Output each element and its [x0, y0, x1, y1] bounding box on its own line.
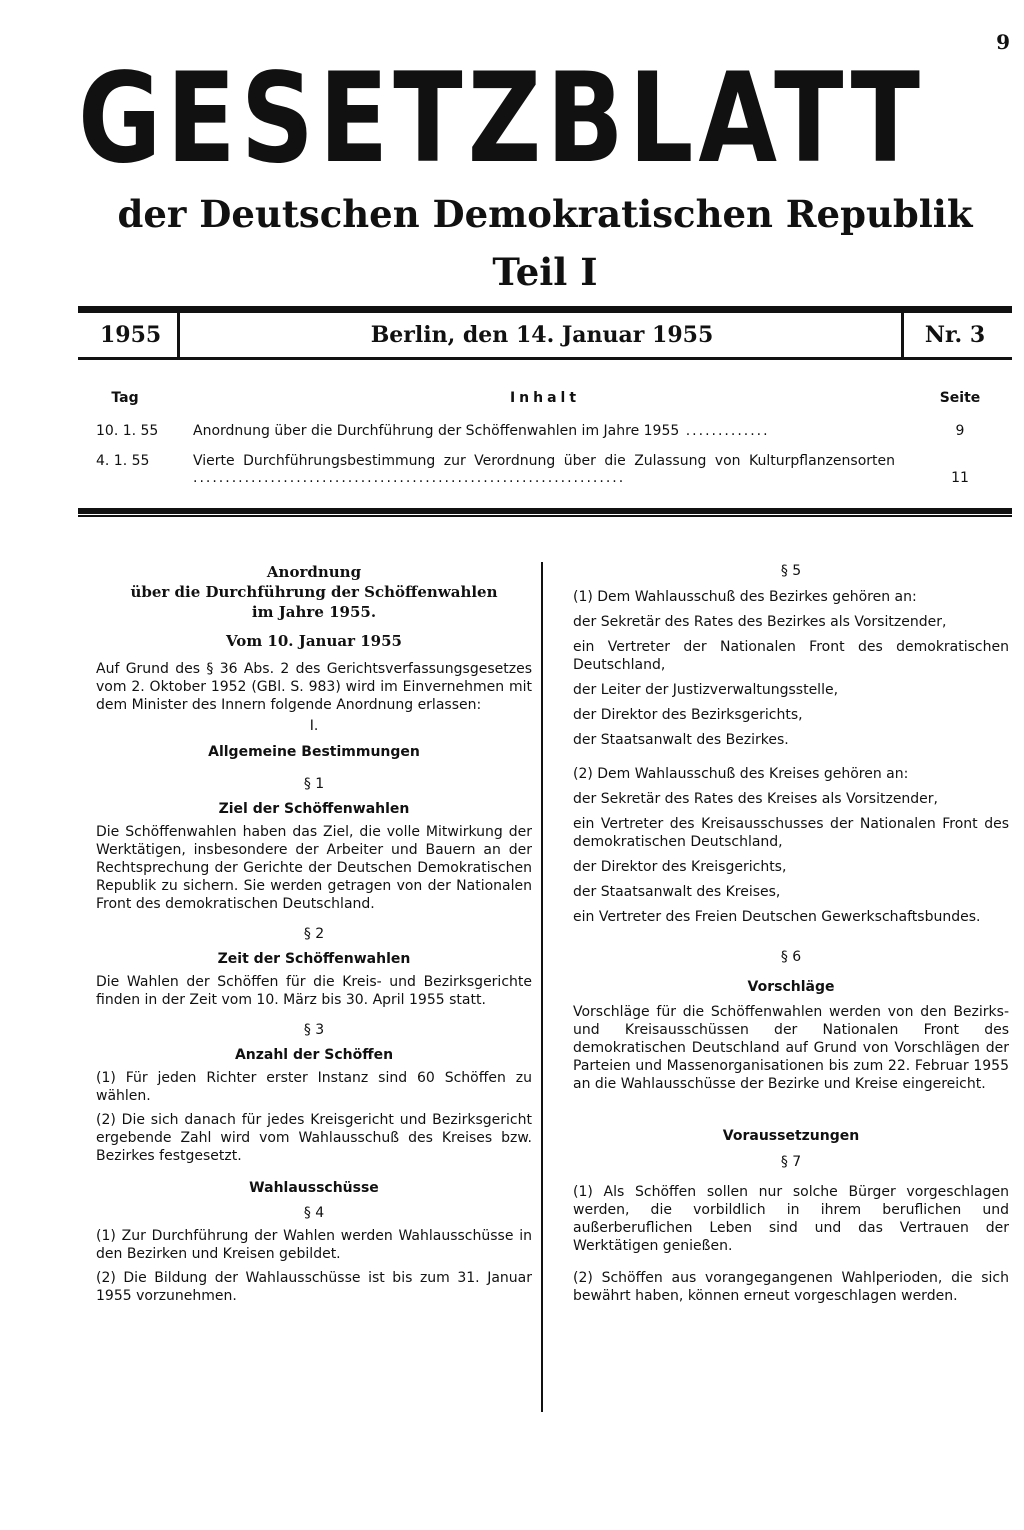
section-text: (2) Dem Wahlausschuß des Kreises gehören an:	[573, 766, 909, 782]
list-item: ein Vertreter der Nationalen Front des demokratischen Deutschland,	[573, 639, 1009, 673]
section-number: § 7	[780, 1154, 802, 1170]
masthead-subtitle: der Deutschen Demokratischen Republik	[117, 192, 973, 236]
section-text: Die Schöffenwahlen haben das Ziel, die volle Mitwirkung der Werktätigen, insbesondere der Arbeiter und Bauern an der Rechtsprechung der Gerichte der Deutschen Demokratischen Republik zu sichern. Sie werden getragen von der Nationalen Front des demokratischen Deutschland.	[96, 824, 532, 912]
section-text: (1) Dem Wahlausschuß des Bezirkes gehören an:	[573, 589, 917, 605]
section-number: § 1	[303, 776, 325, 792]
masthead-part: Teil I	[492, 250, 598, 294]
section-text: (1) Als Schöffen sollen nur solche Bürger vorgeschlagen werden, die vorbildlich in ihrem beruflichen und außerberuflichen Leben sind und das Vertrauen der Werktätigen genießen.	[573, 1184, 1009, 1254]
section-heading: Anzahl der Schöffen	[234, 1047, 394, 1063]
section-number: § 3	[303, 1022, 325, 1038]
decree-title: über die Durchführung der Schöffenwahlen	[130, 583, 498, 601]
preamble: Auf Grund des § 36 Abs. 2 des Gerichtsverfassungsgesetzes vom 2. Oktober 1952 (GBl. S. 983) wird im Einvernehmen mit dem Minister des Innern folgende Anordnung erlassen:	[96, 661, 532, 713]
section-heading: Vorschläge	[747, 979, 835, 995]
masthead-title: GESETZBLATT	[78, 47, 925, 191]
decree-title: Anordnung	[266, 563, 362, 581]
issue-rule-bottom	[78, 357, 1012, 360]
section-heading: Zeit der Schöffenwahlen	[217, 951, 411, 967]
list-item: der Staatsanwalt des Kreises,	[573, 884, 781, 900]
section-text: (2) Schöffen aus vorangegangenen Wahlperioden, die sich bewährt haben, können erneut vorgeschlagen werden.	[573, 1270, 1009, 1304]
section-heading: Voraussetzungen	[722, 1128, 860, 1144]
issue-year: 1955	[100, 322, 162, 348]
toc-entry-page: 11	[951, 470, 969, 486]
issue-number: Nr. 3	[924, 322, 986, 348]
toc-entry-page: 9	[955, 423, 965, 439]
left-column	[96, 562, 532, 1305]
toc-header-day: Tag	[111, 390, 139, 406]
toc-header-content: Inhalt	[509, 390, 581, 406]
section-number: § 2	[303, 926, 325, 942]
list-item: der Direktor des Bezirksgerichts,	[573, 707, 803, 723]
list-item: der Sekretär des Rates des Bezirkes als Vorsitzender,	[573, 614, 947, 630]
issue-place-date: Berlin, den 14. Januar 1955	[370, 322, 714, 348]
list-item: ein Vertreter des Freien Deutschen Gewerkschaftsbundes.	[573, 909, 981, 925]
list-item: der Staatsanwalt des Bezirkes.	[573, 732, 789, 748]
decree-title: im Jahre 1955.	[251, 603, 377, 621]
toc-header-page: Seite	[939, 390, 981, 406]
issue-divider	[901, 312, 904, 358]
list-item: der Leiter der Justizverwaltungsstelle,	[573, 682, 839, 698]
section-text: (1) Für jeden Richter erster Instanz sind 60 Schöffen zu wählen.	[96, 1070, 532, 1104]
section-text: Vorschläge für die Schöffenwahlen werden von den Bezirks- und Kreisausschüssen der Nationalen Front des demokratischen Deutschland auf Grund von Vorschlägen der Parteien und Massenorganisationen bis zum 22. Februar 1955 an die Wahlausschüsse der Bezirke und Kreise eingereicht.	[573, 1004, 1009, 1092]
section-heading: Wahlausschüsse	[249, 1180, 379, 1196]
section-number: § 5	[780, 563, 802, 579]
list-item: der Sekretär des Rates des Kreises als Vorsitzender,	[573, 791, 939, 807]
section-separator	[78, 508, 1012, 514]
section-number: § 6	[780, 949, 802, 965]
section-text: Die Wahlen der Schöffen für die Kreis- und Bezirksgerichte finden in der Zeit vom 10. März bis 30. April 1955 statt.	[96, 974, 532, 1008]
issue-rule-top	[78, 306, 1012, 313]
part-heading: Allgemeine Bestimmungen	[208, 744, 420, 760]
toc-entry-date: 10. 1. 55	[96, 423, 159, 439]
toc-entry-title: Anordnung über die Durchführung der Schöffenwahlen im Jahre 1955 .............	[193, 423, 770, 439]
section-separator	[78, 515, 1012, 517]
section-number: § 4	[303, 1205, 325, 1221]
page-number: 9	[996, 30, 1010, 54]
column-divider	[541, 562, 543, 1412]
section-text: (2) Die sich danach für jedes Kreisgericht und Bezirksgericht ergebende Zahl wird vom Wahlausschuß des Kreises bzw. Bezirkes festgesetzt.	[96, 1112, 532, 1164]
part-number: I.	[309, 718, 319, 734]
list-item: der Direktor des Kreisgerichts,	[573, 859, 787, 875]
issue-divider	[177, 312, 180, 358]
right-column	[573, 562, 1009, 1305]
section-text: (1) Zur Durchführung der Wahlen werden Wahlausschüsse in den Bezirken und Kreisen gebildet.	[96, 1228, 532, 1262]
toc-entry-date: 4. 1. 55	[96, 453, 150, 469]
list-item: ein Vertreter des Kreisausschusses der Nationalen Front des demokratischen Deutschland,	[573, 816, 1009, 850]
section-heading: Ziel der Schöffenwahlen	[218, 801, 410, 817]
section-text: (2) Die Bildung der Wahlausschüsse ist bis zum 31. Januar 1955 vorzunehmen.	[96, 1270, 532, 1304]
decree-date: Vom 10. Januar 1955	[226, 632, 402, 650]
toc-entry-title: Vierte Durchführungsbestimmung zur Verordnung über die Zulassung von Kulturpflanzensorten ...................................................................	[193, 453, 895, 486]
